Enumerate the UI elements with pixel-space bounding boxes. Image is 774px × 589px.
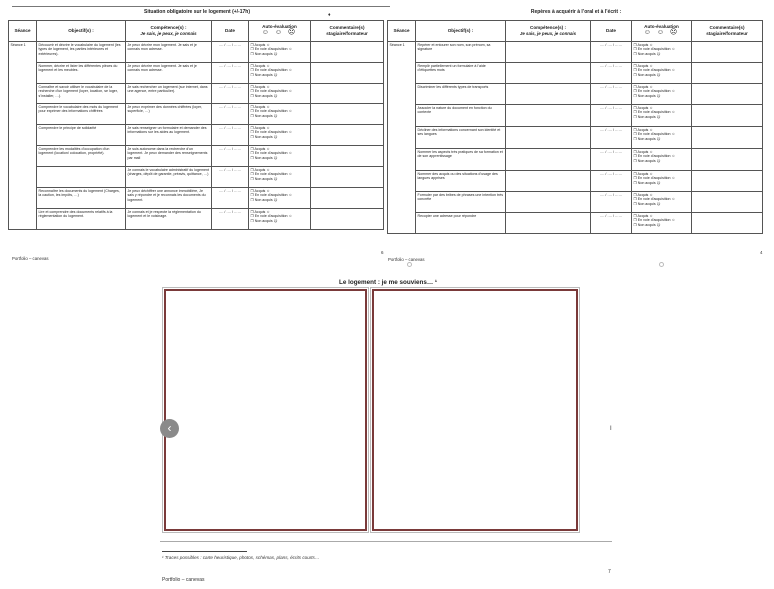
competence-cell: Je suis autonome dans la recherche d’un logement. Je peux demander des renseignements par mail: [126, 146, 212, 167]
checkbox-acquis[interactable]: ❒ Acquis ☺: [250, 168, 270, 172]
objectif-cell: Comprendre les modalités d’occupation d’un logement (location/ colocation, propriété).: [37, 146, 126, 167]
objectif-cell: [37, 167, 126, 188]
header-commentaires: Commentaire(s) stagiaire/formateur: [692, 21, 763, 42]
table-row: [388, 149, 763, 171]
date-field[interactable]: …. / …. / ……: [212, 104, 249, 125]
table-row: [9, 104, 384, 125]
checkbox-en-voie[interactable]: ❒ En voie d’acquisition ☺: [250, 89, 293, 94]
checkbox-en-voie[interactable]: ❒ En voie d’acquisition ☺: [633, 154, 676, 159]
checkbox-en-voie[interactable]: ❒ En voie d’acquisition ☺: [633, 132, 676, 137]
checkbox-non-acquis[interactable]: ❒ Non acquis ☹: [633, 180, 661, 185]
page-corner-marker: [407, 262, 412, 267]
checkbox-en-voie[interactable]: ❒ En voie d’acquisition ☺: [250, 172, 293, 177]
memory-frame-right[interactable]: [372, 289, 578, 531]
self-evaluation-cell: [632, 171, 692, 192]
checkbox-en-voie[interactable]: ❒ En voie d’acquisition ☺: [250, 214, 293, 219]
objectif-cell: Repérer et entourer son nom, son prénom, sa signature: [416, 42, 506, 63]
competence-cell: [506, 213, 591, 234]
header-auto-evaluation: Auto-évaluation ☺ ☺ ☹: [249, 21, 311, 42]
header-competences: Compétence(s) : Je sais, je peux, je connais: [506, 21, 591, 42]
checkbox-acquis[interactable]: ❒ Acquis ☺: [250, 64, 270, 68]
competence-cell: Je connais et je respecte la réglementation du logement et le voisinage.: [126, 209, 212, 230]
date-field[interactable]: …. / …. / ……: [212, 63, 249, 84]
competence-cell: Je peux décrire mon logement. Je sais et je connais mon adresse.: [126, 63, 212, 84]
competence-cell: [506, 63, 591, 84]
checkbox-non-acquis[interactable]: ❒ Non acquis ☹: [250, 176, 278, 181]
left-page-number: 6: [381, 250, 384, 255]
checkbox-acquis[interactable]: ❒ Acquis ☺: [250, 147, 270, 151]
checkbox-acquis[interactable]: ❒ Acquis ☺: [633, 64, 653, 68]
table-row: [388, 63, 763, 84]
date-field[interactable]: …. / …. / ……: [591, 171, 632, 192]
checkbox-non-acquis[interactable]: ❒ Non acquis ☹: [250, 134, 278, 139]
memory-frame-left[interactable]: [164, 289, 367, 531]
right-section-title: Repères à acquérir à l’oral et à l’écrit :: [530, 9, 622, 15]
table-row: [388, 127, 763, 149]
competence-cell: [506, 171, 591, 192]
comment-field[interactable]: [692, 84, 763, 105]
top-rule: [12, 6, 390, 7]
date-field[interactable]: …. / …. / ……: [591, 213, 632, 234]
date-field[interactable]: …. / …. / ……: [591, 84, 632, 105]
checkbox-en-voie[interactable]: ❒ En voie d’acquisition ☺: [250, 109, 293, 114]
bottom-page-number: 7: [608, 569, 611, 575]
date-field[interactable]: …. / …. / ……: [212, 125, 249, 146]
date-field[interactable]: …. / …. / ……: [591, 42, 632, 63]
self-evaluation-cell: [632, 127, 692, 149]
self-evaluation-cell: [249, 125, 311, 146]
chevron-left-icon: ‹: [167, 421, 172, 435]
checkbox-en-voie[interactable]: ❒ En voie d’acquisition ☺: [633, 110, 676, 115]
checkbox-en-voie[interactable]: ❒ En voie d’acquisition ☺: [633, 176, 676, 181]
objectif-cell: Reconnaître les documents du logement (Charges, la caution, les impôts, …): [37, 188, 126, 209]
checkbox-acquis[interactable]: ❒ Acquis ☺: [633, 214, 653, 218]
table-row: [388, 84, 763, 105]
comment-field[interactable]: [692, 192, 763, 213]
date-field[interactable]: …. / …. / ……: [591, 105, 632, 127]
checkbox-non-acquis[interactable]: ❒ Non acquis ☹: [250, 218, 278, 223]
self-evaluation-cell: [632, 192, 692, 213]
left-page-footer: Portfolio – canevas: [12, 256, 49, 261]
comment-field[interactable]: [692, 63, 763, 84]
table-row: [388, 105, 763, 127]
objectif-cell: Remplir partiellement un formulaire à l’aide d’étiquettes mots: [416, 63, 506, 84]
competence-cell: Je peux exprimer des données chiffrées (loyer, superficie, …): [126, 104, 212, 125]
table-row: [388, 42, 763, 63]
date-field[interactable]: …. / …. / ……: [591, 127, 632, 149]
objectif-cell: Discriminer les différents types de transports: [416, 84, 506, 105]
left-page: [8, 0, 386, 262]
table-row: [9, 42, 384, 63]
page-divider: [160, 541, 612, 542]
table-row: [9, 125, 384, 146]
bottom-page-title: Le logement : je me souviens… ¹: [339, 279, 437, 286]
self-evaluation-cell: [249, 167, 311, 188]
table-row: [9, 84, 384, 104]
competence-cell: [506, 192, 591, 213]
competence-cell: [506, 42, 591, 63]
self-evaluation-cell: [249, 146, 311, 167]
header-date: Date: [591, 21, 632, 42]
checkbox-non-acquis[interactable]: ❒ Non acquis ☹: [250, 155, 278, 160]
table-row: [388, 213, 763, 234]
checkbox-non-acquis[interactable]: ❒ Non acquis ☹: [633, 222, 661, 227]
checkbox-non-acquis[interactable]: ❒ Non acquis ☹: [633, 51, 661, 56]
footnote: ¹ Traces possibles : carte heuristique, photos, schémas, plans, écrits courts…: [162, 555, 320, 560]
seance-cell: Séance 1: [388, 42, 416, 234]
header-seance: Séance: [9, 21, 37, 42]
checkbox-en-voie[interactable]: ❒ En voie d’acquisition ☺: [633, 197, 676, 202]
self-evaluation-cell: [249, 104, 311, 125]
objectif-cell: Comprendre le vocabulaire des mots du logement pour exprimer des informations chiffrées: [37, 104, 126, 125]
checkbox-acquis[interactable]: ❒ Acquis ☺: [633, 106, 653, 110]
checkbox-non-acquis[interactable]: ❒ Non acquis ☹: [633, 201, 661, 206]
footnote-rule: [162, 551, 247, 552]
checkbox-acquis[interactable]: ❒ Acquis ☺: [633, 43, 653, 47]
checkbox-acquis[interactable]: ❒ Acquis ☺: [250, 105, 270, 109]
left-section-title: Situation obligatoire sur le logement (+/-17h): [144, 9, 250, 15]
objectif-cell: Comprendre le principe de solidarité: [37, 125, 126, 146]
self-evaluation-cell: [632, 105, 692, 127]
comment-field[interactable]: [692, 127, 763, 149]
checkbox-acquis[interactable]: ❒ Acquis ☺: [633, 128, 653, 132]
checkbox-acquis[interactable]: ❒ Acquis ☺: [250, 85, 270, 89]
self-evaluation-cell: [632, 213, 692, 234]
competence-cell: Je sais renseigner un formulaire et demander des informations sur les aides au logement.: [126, 125, 212, 146]
objectif-cell: Nommer des acquis ou des situations d’usage des langues apprises: [416, 171, 506, 192]
comment-field[interactable]: [311, 42, 384, 63]
table-row: [9, 188, 384, 209]
comment-field[interactable]: [311, 84, 384, 104]
checkbox-en-voie[interactable]: ❒ En voie d’acquisition ☺: [250, 151, 293, 156]
comment-field[interactable]: [311, 167, 384, 188]
comment-field[interactable]: [692, 42, 763, 63]
checkbox-acquis[interactable]: ❒ Acquis ☺: [250, 189, 270, 193]
competence-cell: Je sais rechercher un logement (sur internet, dans une agence, entre particulier).: [126, 84, 212, 104]
page-corner-marker: [659, 262, 664, 267]
self-evaluation-cell: [249, 188, 311, 209]
table-row: [388, 192, 763, 213]
smiley-faces-icon: ☺ ☺ ☹: [643, 29, 680, 37]
header-auto-evaluation: Auto-évaluation ☺ ☺ ☹: [632, 21, 692, 42]
objectif-cell: Découvrir et décrire le vocabulaire du logement (les types de logement, les parties intérieures et extérieures).: [37, 42, 126, 63]
objectif-cell: Décliner des informations concernant son identité et ses langues: [416, 127, 506, 149]
self-evaluation-cell: [632, 84, 692, 105]
comment-field[interactable]: [311, 63, 384, 84]
checkbox-en-voie[interactable]: ❒ En voie d’acquisition ☺: [250, 193, 293, 198]
objectif-cell: Nommer les aspects très pratiques de sa formation et de son apprentissage: [416, 149, 506, 171]
comment-field[interactable]: [311, 104, 384, 125]
competence-cell: Je peux déchiffrer une annonce immobilière, Je sais y répondre et je reconnais les documents du logement.: [126, 188, 212, 209]
competence-cell: [506, 105, 591, 127]
checkbox-acquis[interactable]: ❒ Acquis ☺: [250, 43, 270, 47]
self-evaluation-cell: [249, 63, 311, 84]
objectif-cell: Connaître et savoir utiliser le vocabulaire de la recherche d’un logement (loyer, location, se loger, s’installer, …).: [37, 84, 126, 104]
checkbox-acquis[interactable]: ❒ Acquis ☺: [250, 126, 270, 130]
checkbox-non-acquis[interactable]: ❒ Non acquis ☹: [633, 72, 661, 77]
comment-field[interactable]: [692, 213, 763, 234]
checkbox-non-acquis[interactable]: ❒ Non acquis ☹: [250, 93, 278, 98]
competence-cell: [506, 84, 591, 105]
checkbox-en-voie[interactable]: ❒ En voie d’acquisition ☺: [633, 218, 676, 223]
date-field[interactable]: …. / …. / ……: [212, 42, 249, 63]
checkbox-non-acquis[interactable]: ❒ Non acquis ☹: [633, 93, 661, 98]
table-row: [9, 146, 384, 167]
header-competences: Compétence(s) : Je sais, je peux, je connais: [126, 21, 212, 42]
date-field[interactable]: …. / …. / ……: [591, 63, 632, 84]
comment-field[interactable]: [311, 146, 384, 167]
checkbox-non-acquis[interactable]: ❒ Non acquis ☹: [250, 197, 278, 202]
checkbox-acquis[interactable]: ❒ Acquis ☺: [633, 85, 653, 89]
checkbox-en-voie[interactable]: ❒ En voie d’acquisition ☺: [633, 89, 676, 94]
smiley-faces-icon: ☺ ☺ ☹: [261, 29, 298, 37]
table-row: [9, 167, 384, 188]
bottom-page-footer: Portfolio – canevas: [162, 577, 205, 583]
date-field[interactable]: …. / …. / ……: [212, 188, 249, 209]
header-objectifs: Objectif(s) :: [37, 21, 126, 42]
self-evaluation-cell: [249, 84, 311, 104]
checkbox-acquis[interactable]: ❒ Acquis ☺: [250, 210, 270, 214]
date-field[interactable]: …. / …. / ……: [212, 146, 249, 167]
header-seance: Séance: [388, 21, 416, 42]
date-field[interactable]: …. / …. / ……: [591, 149, 632, 171]
competence-cell: [506, 127, 591, 149]
self-evaluation-cell: [249, 209, 311, 230]
date-field[interactable]: …. / …. / ……: [212, 209, 249, 230]
previous-page-button[interactable]: [160, 419, 179, 438]
objectif-cell: Associer la nature du document en fonction du contexte: [416, 105, 506, 127]
comment-field[interactable]: [692, 149, 763, 171]
table-row: [9, 63, 384, 84]
checkbox-en-voie[interactable]: ❒ En voie d’acquisition ☺: [633, 47, 676, 52]
seance-cell: Séance 1: [9, 42, 37, 230]
comment-field[interactable]: [692, 171, 763, 192]
checkbox-acquis[interactable]: ❒ Acquis ☺: [633, 150, 653, 154]
competence-cell: Je connais le vocabulaire administratif du logement (charges, dépôt de garantie, préavis, quittance, …): [126, 167, 212, 188]
checkbox-acquis[interactable]: ❒ Acquis ☺: [633, 172, 653, 176]
checkbox-non-acquis[interactable]: ❒ Non acquis ☹: [250, 113, 278, 118]
checkbox-non-acquis[interactable]: ❒ Non acquis ☹: [250, 72, 278, 77]
self-evaluation-cell: [249, 42, 311, 63]
top-mark: ♦: [328, 12, 331, 18]
header-date: Date: [212, 21, 249, 42]
right-page-footer: Portfolio – canevas: [388, 257, 425, 262]
table-row: [388, 171, 763, 192]
date-field[interactable]: …. / …. / ……: [212, 84, 249, 104]
objectif-cell: Lire et comprendre des documents relatifs à la réglementation du logement.: [37, 209, 126, 230]
date-field[interactable]: …. / …. / ……: [212, 167, 249, 188]
checkbox-en-voie[interactable]: ❒ En voie d’acquisition ☺: [250, 130, 293, 135]
comment-field[interactable]: [311, 188, 384, 209]
checkbox-non-acquis[interactable]: ❒ Non acquis ☹: [633, 114, 661, 119]
checkbox-en-voie[interactable]: ❒ En voie d’acquisition ☺: [250, 47, 293, 52]
self-evaluation-cell: [632, 149, 692, 171]
objectif-cell: Recopier une adresse pour répondre: [416, 213, 506, 234]
competence-cell: [506, 149, 591, 171]
checkbox-non-acquis[interactable]: ❒ Non acquis ☹: [633, 136, 661, 141]
date-field[interactable]: …. / …. / ……: [591, 192, 632, 213]
right-evaluation-table: [387, 20, 763, 234]
header-commentaires: Commentaire(s) stagiaire/formateur: [311, 21, 384, 42]
comment-field[interactable]: [311, 209, 384, 230]
objectif-cell: Nommer, décrire et lister les différentes pièces du logement et les meubles.: [37, 63, 126, 84]
text-cursor-icon: I: [610, 426, 612, 432]
table-row: [9, 209, 384, 230]
comment-field[interactable]: [311, 125, 384, 146]
checkbox-en-voie[interactable]: ❒ En voie d’acquisition ☺: [633, 68, 676, 73]
right-page-number: 4: [760, 250, 763, 255]
checkbox-non-acquis[interactable]: ❒ Non acquis ☹: [250, 51, 278, 56]
left-evaluation-table: [8, 20, 384, 230]
checkbox-en-voie[interactable]: ❒ En voie d’acquisition ☺: [250, 68, 293, 73]
self-evaluation-cell: [632, 63, 692, 84]
header-objectifs: Objectif(s) :: [416, 21, 506, 42]
self-evaluation-cell: [632, 42, 692, 63]
checkbox-acquis[interactable]: ❒ Acquis ☺: [633, 193, 653, 197]
comment-field[interactable]: [692, 105, 763, 127]
checkbox-non-acquis[interactable]: ❒ Non acquis ☹: [633, 158, 661, 163]
competence-cell: Je peux décrire mon logement. Je sais et je connais mon adresse.: [126, 42, 212, 63]
right-page: [387, 0, 765, 262]
objectif-cell: Formuler par des bribes de phrases une intention très concrète: [416, 192, 506, 213]
